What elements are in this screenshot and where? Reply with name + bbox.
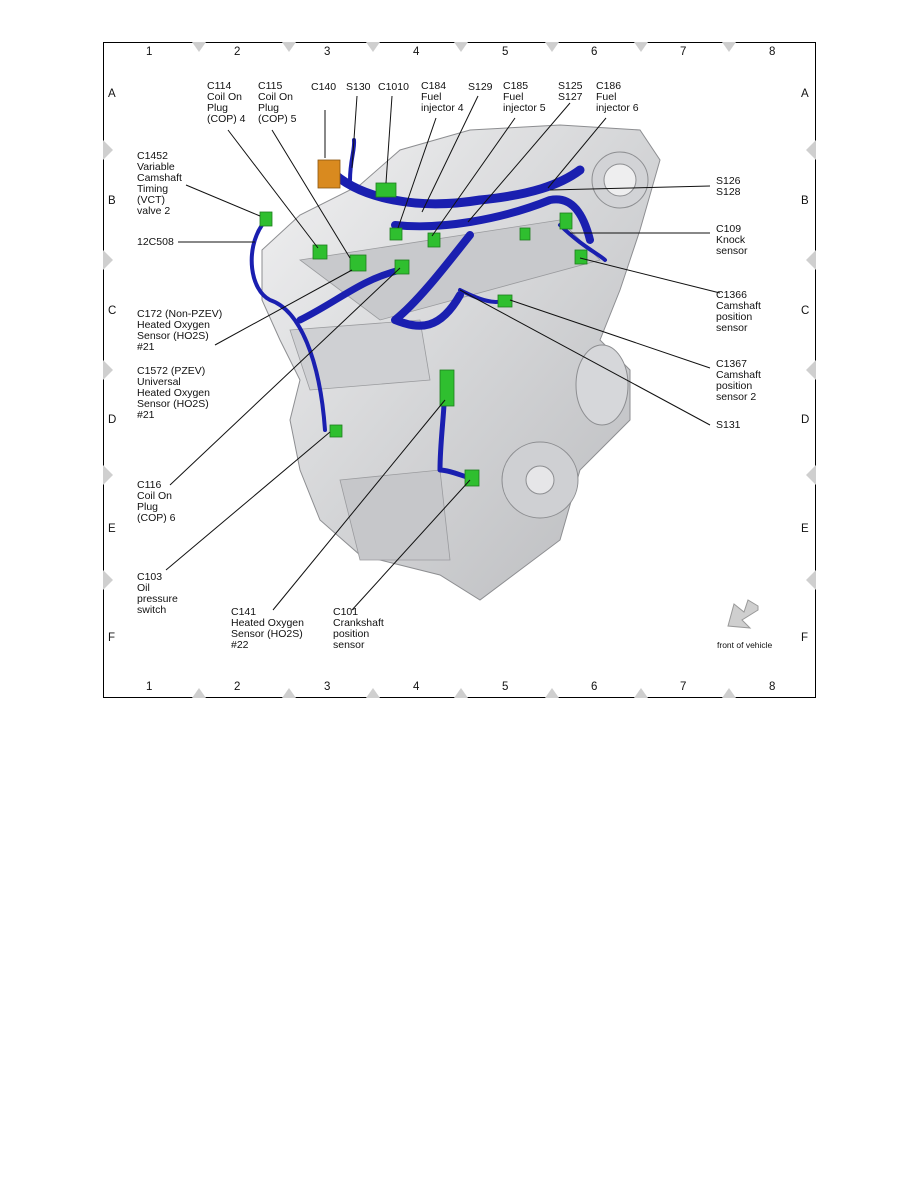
col-label: 2 bbox=[234, 681, 241, 693]
callout-s125-s127: S125 S127 bbox=[558, 80, 583, 103]
row-label: F bbox=[108, 632, 116, 644]
row-label: C bbox=[801, 305, 810, 317]
row-label: A bbox=[108, 88, 116, 100]
callout-c1452: C1452 Variable Camshaft Timing (VCT) valve 2 bbox=[137, 150, 182, 217]
col-label: 2 bbox=[234, 46, 241, 58]
callout-s130: S130 bbox=[346, 81, 371, 93]
col-label: 4 bbox=[413, 681, 420, 693]
callout-c141: C141 Heated Oxygen Sensor (HO2S) #22 bbox=[231, 606, 304, 651]
row-label: B bbox=[801, 195, 809, 207]
row-label: E bbox=[108, 523, 116, 535]
callout-c1010: C1010 bbox=[378, 81, 409, 93]
engine-block bbox=[262, 125, 660, 600]
row-label: C bbox=[108, 305, 117, 317]
row-label: D bbox=[801, 414, 810, 426]
col-label: 4 bbox=[413, 46, 420, 58]
callout-c140: C140 bbox=[311, 81, 337, 93]
front-of-vehicle-arrow bbox=[728, 600, 758, 628]
row-label: D bbox=[108, 414, 117, 426]
callout-c115: C115 Coil On Plug (COP) 5 bbox=[258, 80, 297, 125]
callout-c1367: C1367 Camshaft position sensor 2 bbox=[716, 358, 761, 403]
row-label: F bbox=[801, 632, 809, 644]
callout-c101: C101 Crankshaft position sensor bbox=[333, 606, 384, 651]
row-label: A bbox=[801, 88, 809, 100]
callout-s126-s128: S126 S128 bbox=[716, 175, 741, 198]
front-of-vehicle-caption: front of vehicle bbox=[717, 640, 773, 650]
col-label: 3 bbox=[324, 681, 331, 693]
callout-c1572: C1572 (PZEV) Universal Heated Oxygen Sensor (HO2S) #21 bbox=[137, 365, 210, 421]
col-label: 6 bbox=[591, 681, 598, 693]
col-label: 8 bbox=[769, 681, 776, 693]
row-label: E bbox=[801, 523, 809, 535]
callout-s129: S129 bbox=[468, 81, 493, 93]
row-label: B bbox=[108, 195, 116, 207]
callout-c116: C116 Coil On Plug (COP) 6 bbox=[137, 479, 176, 524]
col-label: 7 bbox=[680, 681, 687, 693]
col-label: 7 bbox=[680, 46, 687, 58]
col-label: 6 bbox=[591, 46, 598, 58]
callout-12c508: 12C508 bbox=[137, 236, 174, 248]
callout-c185: C185 Fuel injector 5 bbox=[503, 80, 546, 114]
callout-c172: C172 (Non-PZEV) Heated Oxygen Sensor (HO2S) #21 bbox=[137, 308, 223, 353]
col-label: 5 bbox=[502, 46, 509, 58]
callout-c186: C186 Fuel injector 6 bbox=[596, 80, 639, 114]
callout-c109: C109 Knock sensor bbox=[716, 223, 748, 257]
col-label: 8 bbox=[769, 46, 776, 58]
col-label: 1 bbox=[146, 681, 153, 693]
callout-c184: C184 Fuel injector 4 bbox=[421, 80, 464, 114]
col-label: 3 bbox=[324, 46, 331, 58]
col-label: 5 bbox=[502, 681, 509, 693]
callout-c103: C103 Oil pressure switch bbox=[137, 571, 178, 616]
callout-c114: C114 Coil On Plug (COP) 4 bbox=[207, 80, 246, 125]
col-label: 1 bbox=[146, 46, 153, 58]
callout-c1366: C1366 Camshaft position sensor bbox=[716, 289, 761, 334]
callout-s131: S131 bbox=[716, 419, 741, 431]
